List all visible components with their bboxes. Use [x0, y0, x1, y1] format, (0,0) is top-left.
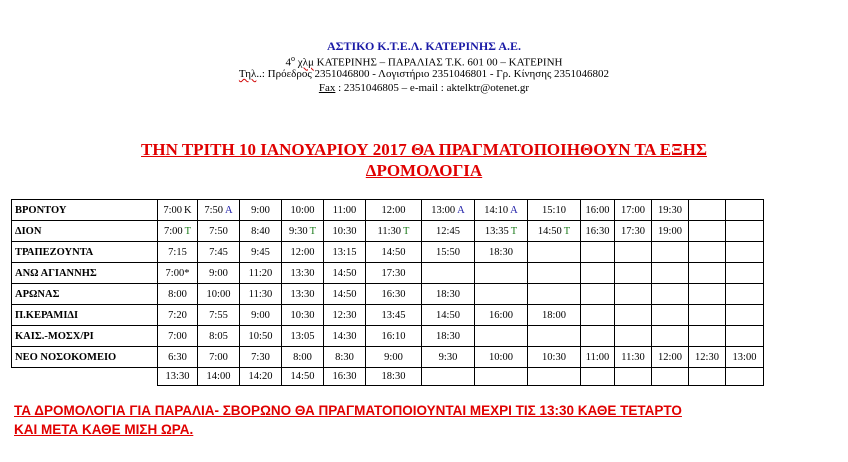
time-value: 7:00 [163, 204, 183, 216]
fax-label: Fax [318, 82, 336, 94]
departure-time [689, 200, 726, 221]
departure-time [324, 326, 366, 347]
departure-time [198, 263, 240, 284]
time-value: 9:00 [384, 351, 403, 363]
departure-time [198, 221, 240, 242]
departure-time [366, 263, 422, 284]
station-name: ΒΡΟΝΤΟΥ [12, 200, 158, 221]
departure-time [422, 221, 475, 242]
address-klm: χλμ [297, 56, 314, 69]
departure-time [422, 347, 475, 368]
note-line-2: ΚΑΙ ΜΕΤΑ ΚΑΘΕ ΜΙΣΗ ΩΡΑ. [14, 422, 194, 437]
table-row [12, 326, 764, 347]
departure-time [615, 284, 652, 305]
departure-time [366, 326, 422, 347]
departure-time [475, 326, 528, 347]
departure-time [282, 347, 324, 368]
departure-time [198, 347, 240, 368]
table-row [12, 221, 764, 242]
time-value: 10:50 [248, 330, 273, 342]
departure-time: 18:30 [366, 368, 422, 386]
departure-time [726, 284, 764, 305]
departure-time [528, 263, 581, 284]
departure-time [726, 200, 764, 221]
time-value: 9:00 [251, 204, 270, 216]
time-value: 14:30 [332, 330, 357, 342]
time-value: 13:30 [290, 288, 315, 300]
address-km: 4 [285, 56, 292, 69]
time-value: 7:50 [204, 204, 224, 216]
time-value: 7:45 [209, 246, 228, 258]
time-value: 13:30 [290, 267, 315, 279]
departure-time [689, 263, 726, 284]
departure-time [652, 326, 689, 347]
time-value: 12:00 [381, 204, 406, 216]
departure-time [422, 263, 475, 284]
station-name: ΔΙΟΝ [12, 221, 158, 242]
departure-time [581, 242, 615, 263]
time-value: 6:30 [168, 351, 187, 363]
departure-time [528, 200, 581, 221]
departure-time [366, 305, 422, 326]
departure-time [726, 242, 764, 263]
departure-time [158, 221, 198, 242]
table-row [12, 284, 764, 305]
departure-time [652, 305, 689, 326]
departure-time [726, 326, 764, 347]
departure-time [528, 347, 581, 368]
time-value: 12:45 [436, 225, 460, 237]
note [14, 401, 844, 439]
table-row [12, 200, 764, 221]
departure-time [475, 200, 528, 221]
departure-time [366, 200, 422, 221]
departure-time [652, 221, 689, 242]
departure-time [689, 326, 726, 347]
departure-time [422, 326, 475, 347]
station-name: ΑΡΩΝΑΣ [12, 284, 158, 305]
departure-time [324, 305, 366, 326]
departure-time [726, 221, 764, 242]
departure-time [652, 200, 689, 221]
departure-time [240, 284, 282, 305]
departure-time [615, 347, 652, 368]
time-value: 7:30 [251, 351, 270, 363]
departure-time [422, 242, 475, 263]
time-value: 9:30 [288, 225, 308, 237]
route-code: Α [457, 204, 465, 216]
departure-time [422, 305, 475, 326]
table-row [12, 263, 764, 284]
time-value: 9:00 [209, 267, 228, 279]
route-code: Α [225, 204, 233, 216]
time-value: 19:30 [658, 204, 682, 216]
departure-time [422, 284, 475, 305]
departure-time [198, 326, 240, 347]
departure-time [282, 263, 324, 284]
departure-time [528, 305, 581, 326]
departure-time [475, 221, 528, 242]
time-value: 12:00 [290, 246, 315, 258]
route-code: Τ [563, 225, 571, 237]
time-value: 7:00 [163, 225, 183, 237]
title-line-2: ΔΡΟΜΟΛΟΓΙΑ [365, 161, 483, 180]
departure-time: 14:20 [240, 368, 282, 386]
departure-time [652, 368, 689, 386]
departure-time [158, 242, 198, 263]
departure-time [198, 200, 240, 221]
departure-time [366, 284, 422, 305]
time-value: 19:00 [658, 225, 682, 237]
time-value: 8:00 [293, 351, 312, 363]
departure-time [581, 200, 615, 221]
departure-time [581, 305, 615, 326]
departure-time [282, 326, 324, 347]
departure-time [652, 263, 689, 284]
departure-time [528, 326, 581, 347]
time-value: 14:50 [381, 246, 406, 258]
company-address [0, 54, 848, 69]
fax-rest: : 2351046805 – e-mail : aktelktr@otenet.gr [335, 82, 530, 94]
departure-time [282, 242, 324, 263]
time-value: 8:00 [168, 288, 187, 300]
time-value: 12:30 [332, 309, 357, 321]
departure-time [726, 263, 764, 284]
departure-time [198, 242, 240, 263]
departure-time [240, 263, 282, 284]
departure-time [158, 347, 198, 368]
departure-time [282, 284, 324, 305]
time-value: 17:30 [621, 225, 645, 237]
departure-time [581, 284, 615, 305]
departure-time [282, 305, 324, 326]
time-value: 7:15 [168, 246, 187, 258]
time-value: 16:30 [381, 288, 406, 300]
departure-time [324, 200, 366, 221]
departure-time [528, 221, 581, 242]
time-value: 10:30 [542, 351, 566, 363]
blank-cell [12, 368, 158, 386]
time-value: 12:30 [695, 351, 719, 363]
departure-time [615, 221, 652, 242]
time-value: 10:00 [489, 351, 513, 363]
time-value: 10:30 [332, 225, 357, 237]
time-value: 14:50 [332, 288, 357, 300]
route-code: Κ [184, 204, 192, 216]
departure-time [581, 368, 615, 386]
time-value: 8:05 [209, 330, 228, 342]
departure-time [652, 284, 689, 305]
station-name: Π.ΚΕΡΑΜΙΔΙ [12, 305, 158, 326]
departure-time: 16:30 [324, 368, 366, 386]
departure-time: 14:00 [198, 368, 240, 386]
time-value: 9:45 [251, 246, 270, 258]
departure-time [324, 221, 366, 242]
tel-label: Τηλ [238, 68, 257, 80]
time-value: 14:50 [537, 225, 562, 237]
time-value: 13:00 [431, 204, 456, 216]
departure-time [528, 242, 581, 263]
time-value: 14:50 [332, 267, 357, 279]
departure-time [726, 368, 764, 386]
time-value: 8:30 [335, 351, 354, 363]
departure-time [324, 284, 366, 305]
departure-time [528, 284, 581, 305]
departure-time [615, 368, 652, 386]
time-value: 14:50 [436, 309, 460, 321]
departure-time [366, 347, 422, 368]
departure-time [652, 242, 689, 263]
table-row [12, 305, 764, 326]
departure-time [581, 326, 615, 347]
departure-time [615, 326, 652, 347]
time-value: 17:30 [381, 267, 406, 279]
station-name: ΑΝΩ ΑΓΙΑΝΝΗΣ [12, 263, 158, 284]
route-code: Α [510, 204, 518, 216]
time-value: 11:00 [332, 204, 357, 216]
time-value: 13:00 [732, 351, 757, 363]
title-line-1: ΤΗΝ ΤΡΙΤΗ 10 ΙΑΝΟΥΑΡΙΟΥ 2017 ΘΑ ΠΡΑΓΜΑΤΟΠΟΙΗΘΟΥΝ ΤΑ ΕΞΗΣ [141, 140, 707, 159]
time-value: 15:50 [436, 246, 460, 258]
time-value: 12:00 [658, 351, 682, 363]
time-value: 14:10 [484, 204, 509, 216]
time-value: 7:55 [209, 309, 228, 321]
company-fax-email [0, 82, 848, 94]
departure-time [475, 368, 528, 386]
departure-time [475, 263, 528, 284]
departure-time: 14:50 [282, 368, 324, 386]
address-sup: ο [291, 54, 296, 63]
departure-time [475, 305, 528, 326]
departure-time [689, 284, 726, 305]
station-name: ΝΕΟ ΝΟΣΟΚΟΜΕΙΟ [12, 347, 158, 368]
time-value: 18:30 [489, 246, 513, 258]
time-value: 15:10 [542, 204, 566, 216]
time-value: 11:30 [248, 288, 273, 300]
address-rest: ΚΑΤΕΡΙΝΗΣ – ΠΑΡΑΛΙΑΣ Τ.Κ. 601 00 – ΚΑΤΕΡΙΝΗ [316, 56, 563, 69]
departure-time [726, 305, 764, 326]
time-value: 13:45 [381, 309, 406, 321]
departure-time [324, 263, 366, 284]
departure-time [581, 347, 615, 368]
schedule-table [11, 199, 764, 386]
time-value: 7:00 [209, 351, 228, 363]
departure-time [581, 221, 615, 242]
company-phones [0, 68, 848, 80]
departure-time [615, 305, 652, 326]
departure-time [689, 368, 726, 386]
time-value: 18:30 [436, 330, 460, 342]
departure-time [324, 242, 366, 263]
time-value: 8:40 [251, 225, 270, 237]
departure-time [422, 200, 475, 221]
time-value: 10:30 [290, 309, 315, 321]
route-code: Τ [309, 225, 317, 237]
time-value: 9:00 [251, 309, 270, 321]
departure-time [158, 305, 198, 326]
announcement-title [0, 139, 848, 181]
departure-time [198, 305, 240, 326]
departure-time [475, 347, 528, 368]
departure-time [615, 242, 652, 263]
time-value: 11:30 [377, 225, 402, 237]
time-value: 16:30 [585, 225, 610, 237]
departure-time [581, 263, 615, 284]
departure-time [240, 326, 282, 347]
departure-time [615, 200, 652, 221]
departure-time [240, 200, 282, 221]
departure-time [689, 305, 726, 326]
departure-time [689, 242, 726, 263]
time-value: 7:00 [168, 330, 187, 342]
departure-time [652, 347, 689, 368]
time-value: 18:30 [436, 288, 460, 300]
departure-time [282, 221, 324, 242]
time-value: 11:00 [585, 351, 610, 363]
route-code: Τ [403, 225, 410, 237]
departure-time [158, 200, 198, 221]
time-value: 7:20 [168, 309, 187, 321]
station-name: ΚΑΙΣ.-ΜΟΣΧ/ΡΙ [12, 326, 158, 347]
time-value: 13:35 [484, 225, 509, 237]
departure-time [689, 347, 726, 368]
departure-time [726, 347, 764, 368]
table-row [12, 368, 764, 386]
departure-time [240, 305, 282, 326]
time-value: 11:30 [621, 351, 645, 363]
time-value: 16:00 [489, 309, 513, 321]
time-value: 16:00 [585, 204, 610, 216]
route-code: Τ [184, 225, 192, 237]
departure-time [422, 368, 475, 386]
note-line-1: ΤΑ ΔΡΟΜΟΛΟΓΙΑ ΓΙΑ ΠΑΡΑΛΙΑ- ΣΒΟΡΩΝΟ ΘΑ ΠΡΑΓΜΑΤΟΠΟΙΟΥΝΤΑΙ ΜΕΧΡΙ ΤΙΣ 13:30 ΚΑΘΕ ΤΕΤΑΡΤΟ [14, 403, 682, 418]
departure-time [366, 221, 422, 242]
departure-time [240, 242, 282, 263]
time-value: 17:00 [621, 204, 645, 216]
departure-time: 13:30 [158, 368, 198, 386]
route-code: Τ [510, 225, 518, 237]
time-value: 11:20 [248, 267, 273, 279]
departure-time [689, 221, 726, 242]
time-value: 9:30 [438, 351, 458, 363]
departure-time [615, 263, 652, 284]
company-name: ΑΣΤΙΚΟ Κ.Τ.Ε.Λ. ΚΑΤΕΡΙΝΗΣ Α.Ε. [326, 39, 522, 53]
time-value: 10:00 [206, 288, 231, 300]
departure-time [366, 242, 422, 263]
departure-time [240, 221, 282, 242]
time-value: 18:00 [542, 309, 566, 321]
tel-rest: ..: Πρόεδρος 2351046800 - Λογιστήριο 2351046801 - Γρ. Κίνησης 2351046802 [256, 68, 610, 80]
departure-time [475, 242, 528, 263]
time-value: 7:50 [209, 225, 228, 237]
departure-time [158, 263, 198, 284]
departure-time [158, 326, 198, 347]
departure-time [528, 368, 581, 386]
table-row [12, 242, 764, 263]
time-value: 10:00 [290, 204, 315, 216]
departure-time [158, 284, 198, 305]
departure-time [324, 347, 366, 368]
time-value: 13:05 [290, 330, 315, 342]
time-value: 16:10 [381, 330, 406, 342]
table-row [12, 347, 764, 368]
station-name: ΤΡΑΠΕΖΟΥΝΤΑ [12, 242, 158, 263]
time-value: 13:15 [332, 246, 357, 258]
departure-time [475, 284, 528, 305]
time-value: 7:00* [165, 267, 190, 279]
departure-time [240, 347, 282, 368]
departure-time [282, 200, 324, 221]
departure-time [198, 284, 240, 305]
